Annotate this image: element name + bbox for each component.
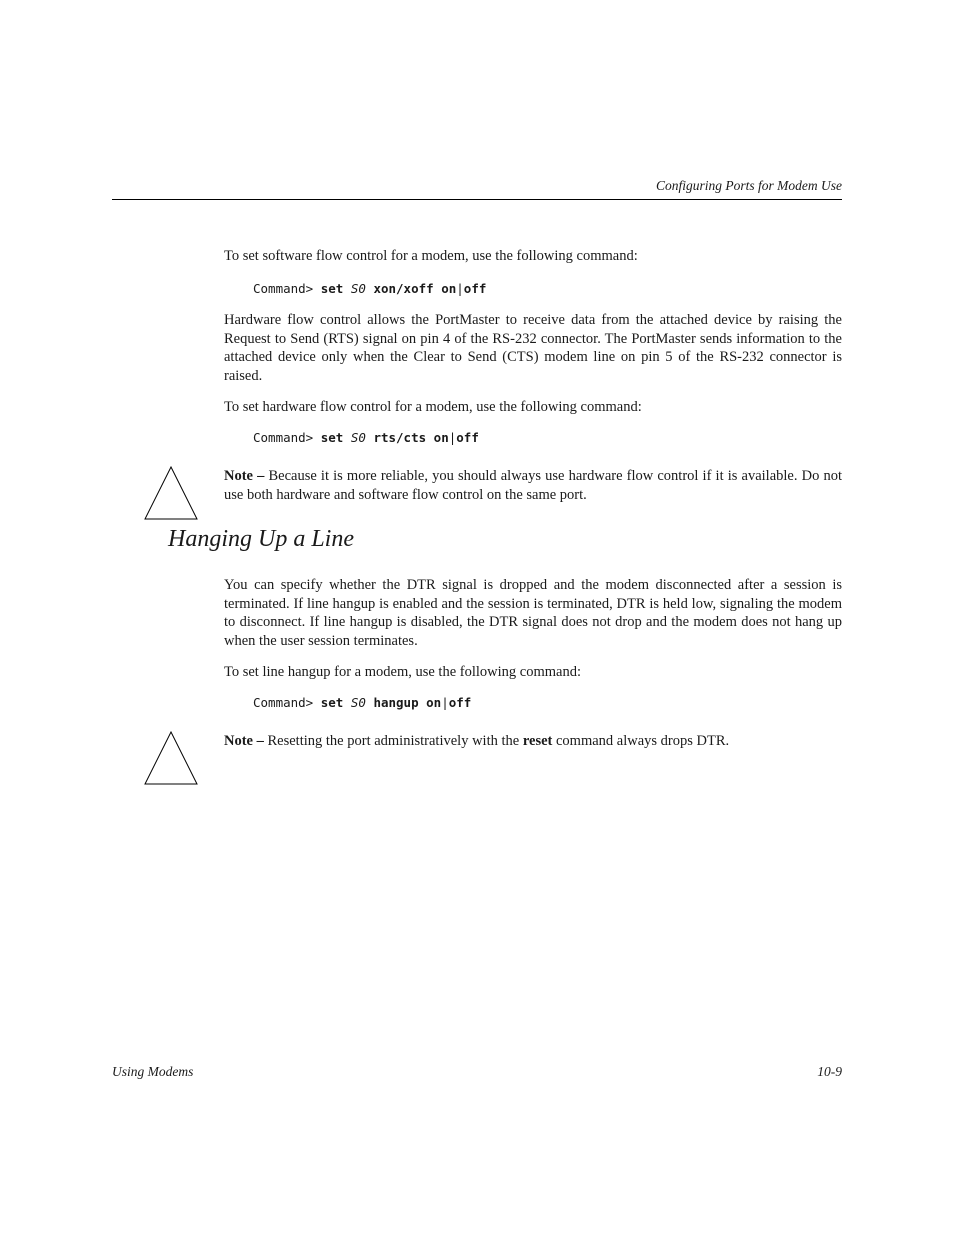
note-text-before: Resetting the port administratively with the xyxy=(263,733,523,749)
paragraph-hardware-flow: Hardware flow control allows the PortMaster to receive data from the attached device by raising the Request to Send (RTS) signal on pin 4 of the RS-232 connector. The PortMaster sends information to the attached device only when the Clear to Send (CTS) modem line on pin 5 of the RS-232 connector is raised. xyxy=(224,312,842,384)
note-text: Because it is more reliable, you should always use hardware flow control if it is available. Do not use both hardware and software flow control on the same port. xyxy=(224,468,842,503)
note-flow-control xyxy=(224,467,842,504)
command-option: rts/cts xyxy=(373,430,427,445)
paragraph-hangup-command-intro: To set line hangup for a modem, use the following command: xyxy=(224,664,581,680)
paragraph-software-flow: To set software flow control for a modem, use the following command: xyxy=(224,248,638,264)
command-prompt: Command> xyxy=(253,430,314,445)
paragraph-hardware-command-intro: To set hardware flow control for a modem, use the following command: xyxy=(224,399,642,415)
command-separator: | xyxy=(441,695,449,710)
command-rts-cts xyxy=(253,430,479,445)
command-on: on xyxy=(441,281,457,296)
note-label: Note – xyxy=(224,733,264,749)
running-header: Configuring Ports for Modem Use xyxy=(655,178,842,193)
command-off: off xyxy=(456,430,479,445)
command-port-arg: S0 xyxy=(350,281,366,296)
command-keyword: set xyxy=(320,430,344,445)
caution-triangle-icon xyxy=(144,466,198,520)
footer-chapter-title: Using Modems xyxy=(112,1064,194,1079)
header-rule xyxy=(112,199,842,200)
command-separator: | xyxy=(448,430,457,445)
command-off: off xyxy=(463,281,487,296)
command-off: off xyxy=(448,695,472,710)
caution-triangle-icon xyxy=(144,731,198,785)
command-keyword: set xyxy=(320,695,344,710)
command-option: xon/xoff xyxy=(373,281,434,296)
note-bold-word: reset xyxy=(522,733,553,749)
section-heading: Hanging Up a Line xyxy=(168,526,354,552)
command-prompt: Command> xyxy=(253,695,314,710)
command-option: hangup xyxy=(373,695,419,710)
command-xon-xoff xyxy=(253,281,486,296)
command-hangup xyxy=(253,695,471,710)
command-on: on xyxy=(433,430,449,445)
footer-page-number: 10-9 xyxy=(817,1064,842,1079)
note-label: Note – xyxy=(224,468,265,484)
paragraph-dtr: You can specify whether the DTR signal is dropped and the modem disconnected after a session is terminated. If line hangup is enabled and the session is terminated, DTR is held low, signaling the modem to disconnect. If line hangup is disabled, the DTR signal does not drop and the modem does not hang up when the user session terminates. xyxy=(224,577,842,649)
note-text-after: command always drops DTR. xyxy=(552,733,730,749)
note-reset xyxy=(224,732,842,751)
command-port-arg: S0 xyxy=(350,430,366,445)
command-prompt: Command> xyxy=(253,281,314,296)
command-on: on xyxy=(426,695,442,710)
command-keyword: set xyxy=(320,281,344,296)
command-port-arg: S0 xyxy=(350,695,366,710)
command-separator: | xyxy=(456,281,464,296)
